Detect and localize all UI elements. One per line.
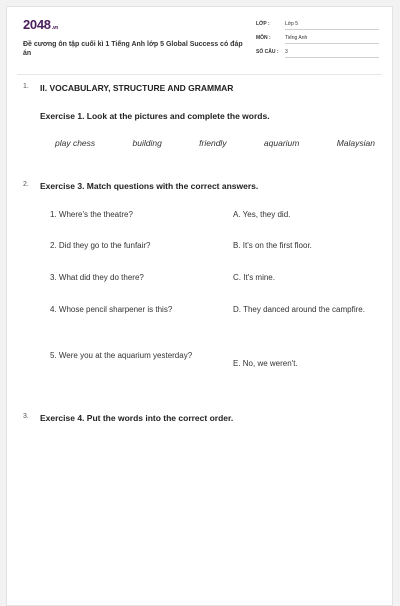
exercise-1-instruction: Exercise 1. Look at the pictures and complete the words. (40, 111, 270, 121)
match-answer-e: E. No, we weren't. (233, 359, 298, 368)
meta-subject-label: MÔN : (256, 35, 271, 41)
word-item: play chess (55, 138, 96, 148)
logo-text: 2048 (23, 17, 51, 32)
match-question-1: 1. Where's the theatre? (50, 210, 133, 219)
meta-subject-value: Tiếng Anh (285, 35, 379, 44)
question-number-3: 3. (23, 413, 29, 420)
section-title-vocabulary: II. VOCABULARY, STRUCTURE AND GRAMMAR (40, 83, 234, 93)
word-item: friendly (199, 138, 227, 148)
document-title: Đề cương ôn tập cuối kì 1 Tiếng Anh lớp 5 Global Success có đáp án (23, 41, 243, 57)
match-question-2: 2. Did they go to the funfair? (50, 241, 151, 250)
match-answer-d: D. They danced around the campfire. (233, 305, 365, 314)
exercise-3-instruction: Exercise 3. Match questions with the correct answers. (40, 181, 259, 191)
exercise-4-instruction: Exercise 4. Put the words into the correct order. (40, 413, 234, 423)
match-answer-c: C. It's mine. (233, 273, 275, 282)
match-question-4: 4. Whose pencil sharpener is this? (50, 305, 173, 314)
word-item: aquarium (263, 138, 300, 148)
meta-class-label: LỚP : (256, 21, 270, 27)
meta-question-count-label: SỐ CÂU : (256, 49, 279, 55)
meta-class-value: Lớp 5 (285, 21, 379, 30)
worksheet-page (6, 6, 393, 606)
word-item: building (132, 138, 162, 148)
match-question-5: 5. Were you at the aquarium yesterday? (50, 351, 193, 360)
logo-suffix: .vn (51, 25, 59, 31)
meta-question-count-value: 3 (285, 49, 379, 58)
site-logo[interactable] (23, 17, 58, 32)
word-item: Malaysian (336, 138, 375, 148)
question-number-1: 1. (23, 83, 29, 90)
header-divider (17, 74, 382, 75)
question-number-2: 2. (23, 181, 29, 188)
match-answer-b: B. It's on the first floor. (233, 241, 312, 250)
match-answer-a: A. Yes, they did. (233, 210, 291, 219)
word-list (55, 138, 375, 148)
match-question-3: 3. What did they do there? (50, 273, 144, 282)
